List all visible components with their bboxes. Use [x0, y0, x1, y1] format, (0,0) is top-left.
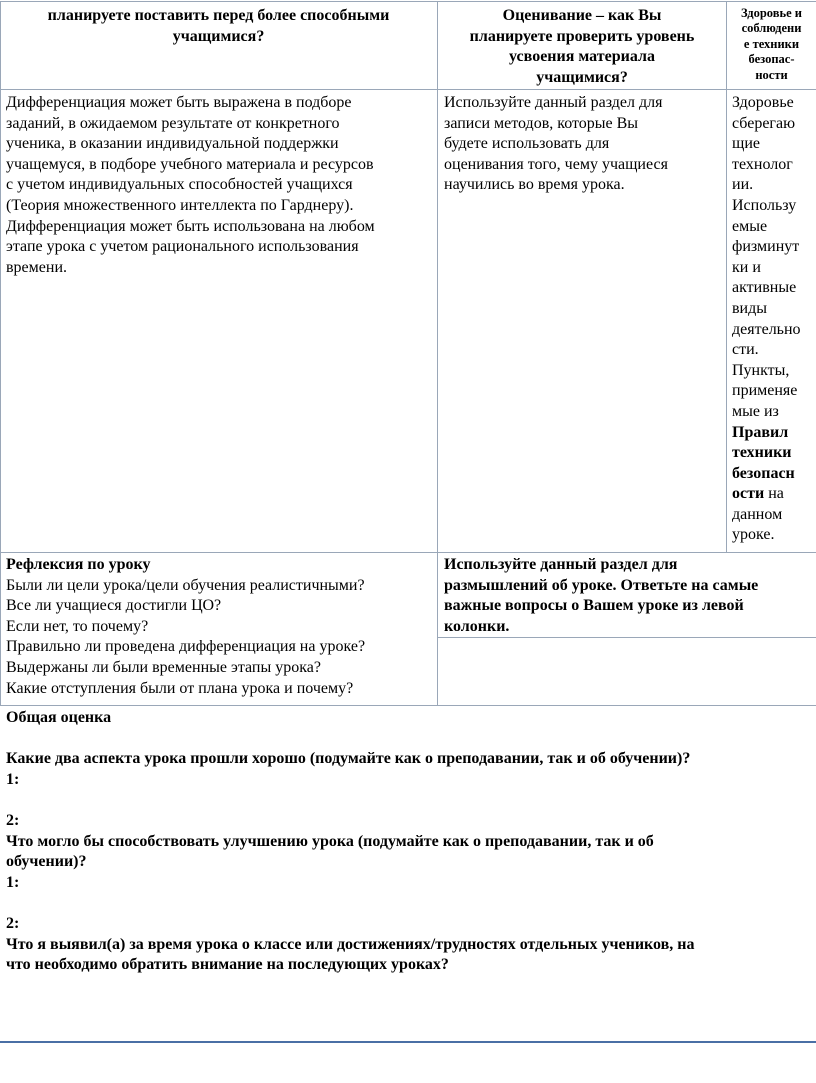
spacer [6, 790, 812, 811]
header-assessment [438, 6, 726, 88]
health-safety-description [732, 93, 816, 546]
body-text-line: Дифференциация может быть использована на любом [6, 217, 375, 235]
reflection-question: Были ли цели урока/цели обучения реалистичными? [6, 576, 365, 594]
summary-section [6, 708, 812, 976]
body-text-line: будете использовать для [444, 135, 610, 153]
body-text-line: этапе урока с учетом рационального использования [6, 238, 359, 256]
body-text-line: емые [732, 217, 768, 235]
assessment-description [444, 93, 725, 196]
header-health-safety [727, 6, 816, 83]
body-text-line: Дифференциация может быть выражена в подборе [6, 94, 352, 111]
body-text-line: записи методов, которые Вы [444, 114, 639, 132]
body-text-line: мые из [732, 402, 779, 420]
row-divider-header [0, 89, 816, 90]
bold-fragment: ости [732, 485, 765, 503]
body-text-line-bold: безопасн [732, 464, 795, 482]
reflection-instructions [444, 555, 814, 637]
body-text-line: применяе [732, 382, 798, 400]
summary-question-3: Что я выявил(а) за время урока о классе или достижениях/трудностях отдельных учеников, на [6, 935, 695, 953]
summary-question-2-cont: обучении)? [6, 853, 87, 871]
row-divider-reflection [0, 552, 816, 553]
body-text-line: ки и [732, 258, 761, 276]
body-text-line: Использу [732, 196, 797, 214]
body-text-line: уроке. [732, 526, 775, 544]
spacer [6, 729, 812, 750]
body-text-line: технолог [732, 155, 793, 173]
answer-number: 2: [6, 811, 20, 829]
body-text-line: ии. [732, 176, 754, 194]
body-text-line: активные [732, 279, 797, 297]
answer-number: 1: [6, 770, 20, 788]
body-text-line-bold: Используйте данный раздел для [444, 556, 678, 573]
body-text-line: деятельно [732, 320, 801, 338]
header-text-line: безопас- [748, 52, 795, 67]
reflection-answer-area[interactable] [438, 638, 816, 705]
header-text-line: е техники [743, 36, 800, 51]
table-left-border [0, 1, 1, 706]
body-text-line: Пункты, [732, 361, 790, 379]
answer-number: 1: [6, 873, 20, 891]
summary-title: Общая оценка [6, 709, 112, 726]
body-text-line: сберегаю [732, 114, 796, 132]
body-text-line: виды [732, 299, 768, 317]
body-text-line: данном [732, 505, 783, 523]
body-text-line: Используйте данный раздел для [444, 94, 663, 111]
header-text-line: Здоровье и [741, 6, 802, 20]
table-top-border [0, 1, 816, 2]
body-text-line: учащемуся, в подборе учебного материала и ресурсов [6, 155, 374, 173]
summary-question-3-cont: что необходимо обратить внимание на последующих уроках? [6, 956, 449, 974]
body-text-line: ученика, в оказании индивидуальной поддержки [6, 135, 339, 153]
col-divider-1 [437, 1, 438, 706]
header-text-line: ности [755, 67, 788, 82]
spacer [6, 893, 812, 914]
body-text-line-bold: Правил [732, 423, 789, 441]
body-text-line: с учетом индивидуальных способностей учащихся [6, 176, 353, 194]
summary-question-1: Какие два аспекта урока прошли хорошо (подумайте как о преподавании, так и об обучении)? [6, 750, 691, 768]
header-text-line: учащимися? [172, 27, 265, 45]
summary-question-2: Что могло бы способствовать улучшению урока (подумайте как о преподавании, так и об [6, 832, 654, 850]
reflection-question: Выдержаны ли были временные этапы урока? [6, 658, 321, 676]
header-text-line: соблюдени [741, 21, 802, 36]
body-text-line: сти. [732, 341, 759, 359]
header-differentiation [0, 6, 437, 47]
reflection-questions [6, 555, 436, 699]
col-divider-2 [726, 1, 727, 552]
header-text-line: планируете проверить уровень [469, 27, 695, 45]
differentiation-description [6, 93, 436, 278]
body-text-line: (Теория множественного интеллекта по Гарднеру). [6, 196, 354, 214]
header-text-line: усвоения материала [509, 48, 655, 66]
body-text-line: времени. [6, 258, 68, 276]
body-text-line-bold: важные вопросы о Вашем уроке из левой [444, 597, 744, 615]
reflection-question: Правильно ли проведена дифференциация на уроке? [6, 638, 366, 656]
body-text-line-mixed [732, 484, 816, 505]
header-text-line: Оценивание – как Вы [502, 7, 662, 24]
body-text-line: физминут [732, 238, 800, 256]
reflection-title: Рефлексия по уроку [6, 556, 151, 573]
page-bottom-rule [0, 1041, 816, 1043]
table-bottom-border [0, 705, 816, 706]
text-fragment: на [764, 485, 784, 503]
body-text-line-bold: колонки. [444, 617, 510, 635]
reflection-question: Все ли учащиеся достигли ЦО? [6, 597, 222, 615]
header-text-line: планируете поставить перед более способными [47, 7, 390, 24]
header-text-line: учащимися? [536, 68, 628, 86]
body-text-line: оценивания того, чему учащиеся [444, 155, 668, 173]
body-text-line-bold: размышлений об уроке. Ответьте на самые [444, 576, 759, 594]
reflection-question: Какие отступления были от плана урока и почему? [6, 679, 354, 697]
body-text-line: Здоровье [732, 94, 794, 111]
body-text-line-bold: техники [732, 444, 792, 462]
reflection-question: Если нет, то почему? [6, 617, 149, 635]
answer-number: 2: [6, 914, 20, 932]
body-text-line: щие [732, 135, 760, 153]
body-text-line: заданий, в ожидаемом результате от конкретного [6, 114, 340, 132]
body-text-line: научились во время урока. [444, 176, 625, 194]
